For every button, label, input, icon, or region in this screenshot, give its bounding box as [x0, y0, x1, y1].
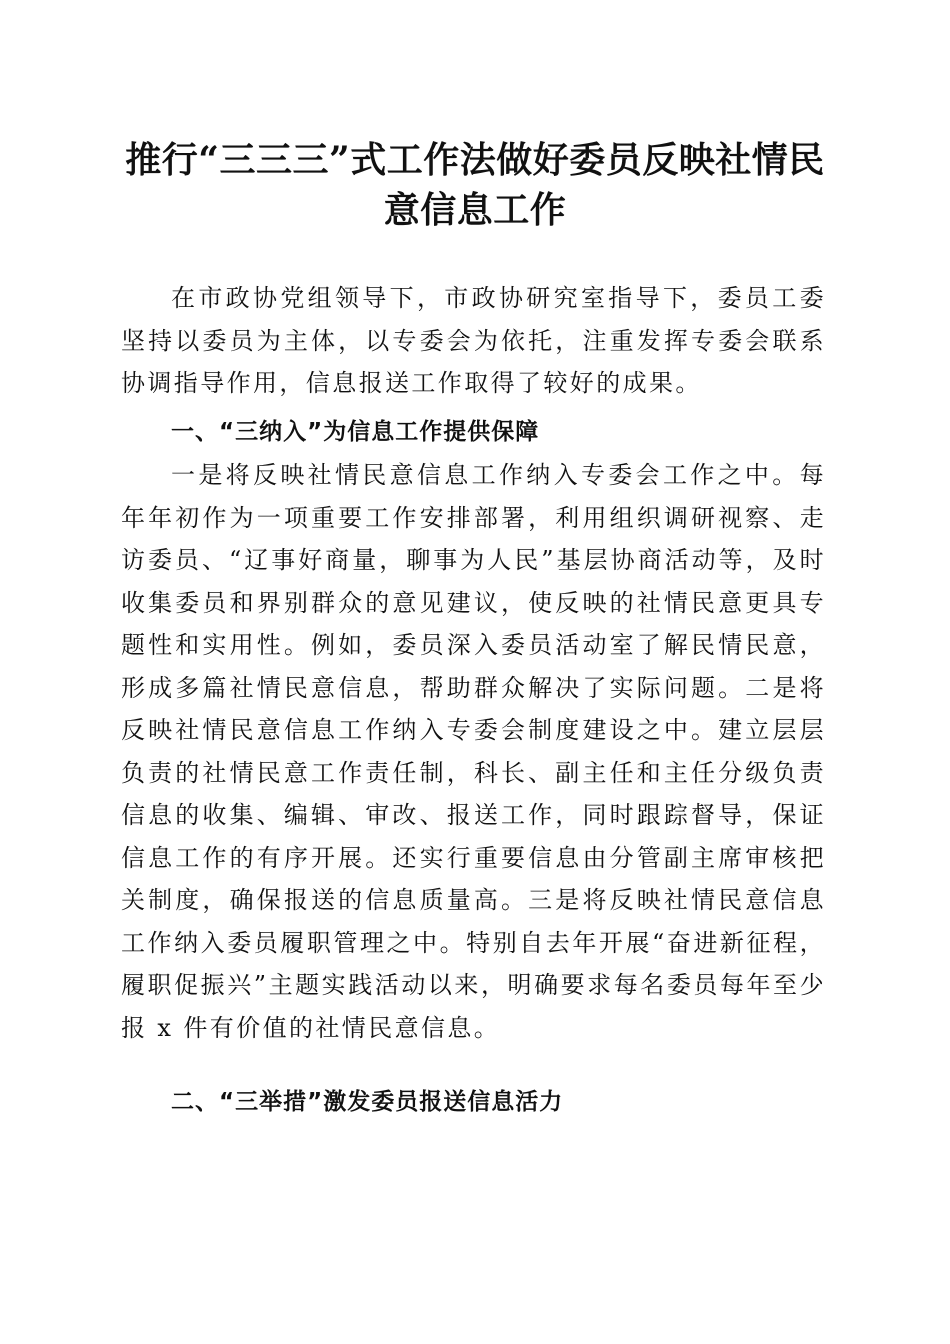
- document-title: [100, 135, 850, 235]
- intro-paragraph: 在市政协党组领导下，市政协研究室指导下，委员工委坚持以委员为主体，以专委会为依托，注重发挥专委会联系协调指导作用，信息报送工作取得了较好的成果。: [121, 284, 826, 397]
- title-line-1: 推行“三三三”式工作法做好委员反映社情民: [125, 139, 825, 181]
- section-1-paragraph: 一是将反映社情民意信息工作纳入专委会工作之中。每年年初作为一项重要工作安排部署，利用组织调研视察、走访委员、“辽事好商量，聊事为人民”基层协商活动等，及时收集委员和界别群众的意见建议，使反映的社情民意更具专题性和实用性。例如，委员深入委员活动室了解民情民意，形成多篇社情民意信息，帮助群众解决了实际问题。二是将反映社情民意信息工作纳入专委会制度建设之中。建立层层负责的社情民意工作责任制，科长、副主任和主任分级负责信息的收集、编辑、审改、报送工作，同时跟踪督导，保证信息工作的有序开展。还实行重要信息由分管副主席审核把关制度，确保报送的信息质量高。三是将反映社情民意信息工作纳入委员履职管理之中。特别自去年开展“奋进新征程，履职促振兴”主题实践活动以来，明确要求每名委员每年至少报 x 件有价值的社情民意信息。: [121, 461, 826, 1042]
- section-1-heading: 一、“三纳入”为信息工作提供保障: [171, 419, 540, 445]
- section-2-heading: 二、“三举措”激发委员报送信息活力: [171, 1089, 564, 1115]
- title-line-2: 意信息工作: [383, 189, 567, 231]
